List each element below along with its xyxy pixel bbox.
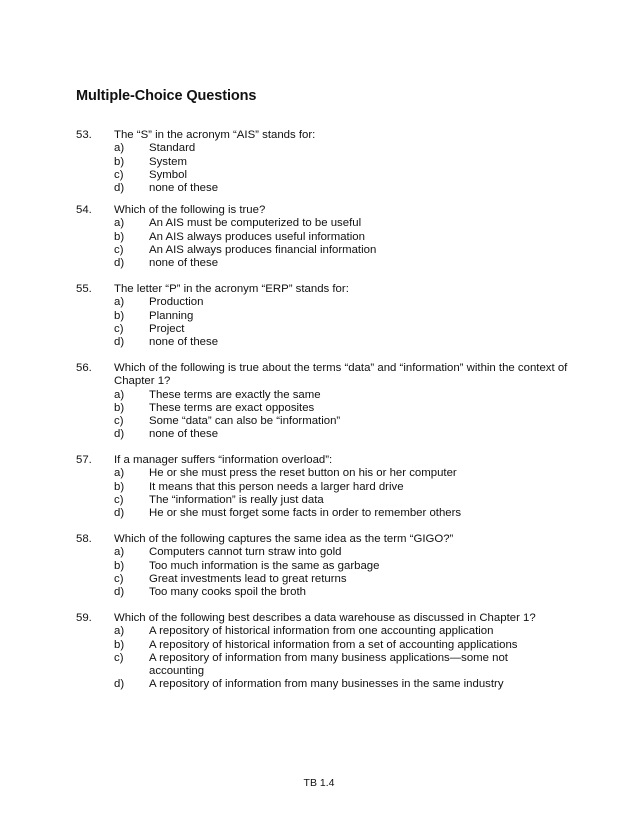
question-58 <box>76 533 576 599</box>
question-stem: Which of the following captures the same idea as the term “GIGO?” <box>114 533 454 545</box>
choice-item <box>114 336 576 349</box>
question-stem: If a manager suffers “information overload”: <box>114 454 333 466</box>
section-title: Multiple-Choice Questions <box>76 88 257 104</box>
question-stem: The letter “P” in the acronym “ERP” stands for: <box>114 283 349 295</box>
choice-item <box>114 625 576 638</box>
choice-text: The “information” is really just data <box>149 493 324 506</box>
question-stem: Which of the following is true? <box>114 204 266 216</box>
question-number: 59. <box>76 612 92 624</box>
choice-letter: c) <box>114 493 124 506</box>
choice-letter: d) <box>114 257 125 270</box>
choice-letter: c) <box>114 243 124 256</box>
choice-item <box>114 142 576 155</box>
choice-text: An AIS always produces useful information <box>149 230 365 243</box>
choice-text: An AIS must be computerized to be useful <box>149 217 362 230</box>
choice-text: none of these <box>149 336 219 349</box>
choice-item <box>114 415 576 428</box>
choice-list <box>114 625 576 691</box>
choice-text: A repository of information from many businesses in the same industry <box>149 678 504 691</box>
choice-item <box>114 231 576 244</box>
choice-item <box>114 639 576 652</box>
choice-letter: c) <box>114 168 124 181</box>
choice-text: A repository of information from many business applications—some not accounting <box>149 651 508 678</box>
choice-item <box>114 428 576 441</box>
choice-text: Too much information is the same as garbage <box>149 559 380 572</box>
choice-letter: a) <box>114 296 125 309</box>
choice-letter: b) <box>114 480 125 493</box>
choice-list <box>114 142 576 195</box>
question-59 <box>76 612 576 692</box>
question-53 <box>76 129 576 195</box>
question-stem: The “S” in the acronym “AIS” stands for: <box>114 129 316 141</box>
choice-list <box>114 217 576 270</box>
choice-item <box>114 169 576 182</box>
choice-letter: d) <box>114 428 125 441</box>
question-57 <box>76 454 576 520</box>
choice-text: Great investments lead to great returns <box>149 572 347 585</box>
choice-letter: a) <box>114 467 125 480</box>
choice-item <box>114 389 576 402</box>
choice-letter: d) <box>114 336 125 349</box>
choice-text: Project <box>149 322 185 335</box>
choice-item <box>114 546 576 559</box>
choice-letter: c) <box>114 322 124 335</box>
choice-text: none of these <box>149 257 219 270</box>
choice-item <box>114 323 576 336</box>
choice-item <box>114 481 576 494</box>
question-number: 58. <box>76 533 92 545</box>
choice-item <box>114 156 576 169</box>
choice-item <box>114 257 576 270</box>
question-number: 54. <box>76 204 92 216</box>
choice-text: Some “data” can also be “information” <box>149 415 341 428</box>
choice-list <box>114 546 576 599</box>
choice-text: An AIS always produces financial information <box>149 243 377 256</box>
choice-letter: c) <box>114 572 124 585</box>
choice-item <box>114 217 576 230</box>
choice-item <box>114 586 576 599</box>
choice-text: Symbol <box>149 168 187 181</box>
question-54 <box>76 204 576 270</box>
choice-list <box>114 296 576 349</box>
choice-letter: c) <box>114 415 124 428</box>
choice-item <box>114 467 576 480</box>
choice-item <box>114 182 576 195</box>
choice-letter: d) <box>114 678 125 691</box>
choice-letter: d) <box>114 507 125 520</box>
choice-list <box>114 389 576 442</box>
choice-letter: b) <box>114 401 125 414</box>
choice-text: Computers cannot turn straw into gold <box>149 546 342 559</box>
choice-letter: a) <box>114 388 125 401</box>
page-footer: TB 1.4 <box>303 777 335 789</box>
choice-item <box>114 310 576 323</box>
question-number: 53. <box>76 129 92 141</box>
choice-text: He or she must press the reset button on his or her computer <box>149 467 457 480</box>
choice-letter: d) <box>114 586 125 599</box>
question-number: 57. <box>76 454 92 466</box>
choice-item <box>114 573 576 586</box>
choice-letter: b) <box>114 155 125 168</box>
choice-item <box>114 507 576 520</box>
choice-letter: d) <box>114 182 125 195</box>
question-stem: Which of the following is true about the terms “data” and “information” within the context of Chapter 1? <box>114 362 568 388</box>
question-number: 56. <box>76 362 92 374</box>
choice-text: Too many cooks spoil the broth <box>149 586 307 599</box>
question-55 <box>76 283 576 349</box>
choice-text: none of these <box>149 182 219 195</box>
choice-letter: a) <box>114 142 125 155</box>
choice-text: It means that this person needs a larger hard drive <box>149 480 404 493</box>
choice-letter: b) <box>114 638 125 651</box>
choice-letter: b) <box>114 559 125 572</box>
choice-item <box>114 296 576 309</box>
choice-item <box>114 652 576 679</box>
choice-letter: b) <box>114 230 125 243</box>
choice-letter: a) <box>114 625 125 638</box>
choice-list <box>114 467 576 520</box>
choice-letter: b) <box>114 309 125 322</box>
choice-item <box>114 678 576 691</box>
question-stem: Which of the following best describes a data warehouse as discussed in Chapter 1? <box>114 612 536 624</box>
choice-text: A repository of historical information from one accounting application <box>149 625 494 638</box>
choice-text: none of these <box>149 428 219 441</box>
question-number: 55. <box>76 283 92 295</box>
choice-item <box>114 402 576 415</box>
choice-text: Planning <box>149 309 194 322</box>
choice-text: These terms are exact opposites <box>149 401 315 414</box>
choice-item <box>114 560 576 573</box>
choice-text: Production <box>149 296 204 309</box>
choice-item <box>114 244 576 257</box>
choice-letter: a) <box>114 546 125 559</box>
choice-text: He or she must forget some facts in order to remember others <box>149 507 462 520</box>
choice-letter: c) <box>114 651 124 664</box>
question-56 <box>76 362 576 442</box>
choice-text: These terms are exactly the same <box>149 388 321 401</box>
choice-letter: a) <box>114 217 125 230</box>
choice-text: A repository of historical information from a set of accounting applications <box>149 638 518 651</box>
choice-text: Standard <box>149 142 196 155</box>
choice-text: System <box>149 155 187 168</box>
choice-item <box>114 494 576 507</box>
